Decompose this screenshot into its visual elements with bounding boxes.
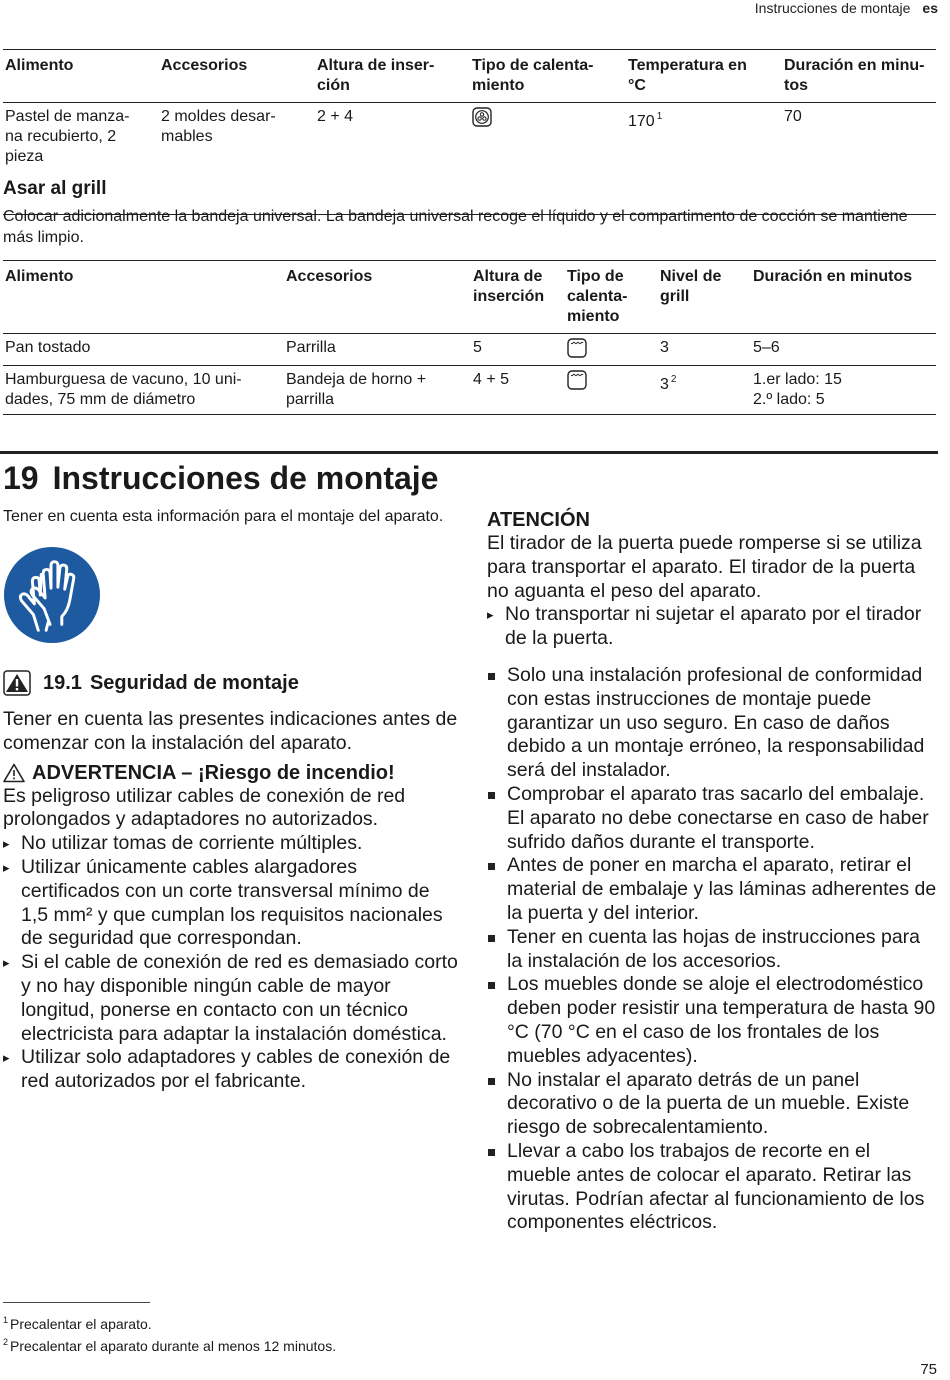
cell-accessories: Parrilla — [286, 339, 336, 356]
footnote: $^1$ Precalentar el aparato. — [3, 1315, 152, 1332]
header-title: Instrucciones de montaje — [754, 0, 911, 16]
cell-heating — [565, 334, 658, 366]
list-item: ▸ No utilizar tomas de corriente múltiples. — [3, 832, 458, 856]
table-row — [3, 103, 936, 215]
cell-duration: 70 — [784, 108, 802, 125]
footnote-ref: 1 — [656, 111, 663, 122]
cell-grill-level: 3 — [660, 339, 669, 356]
attention-list — [487, 603, 937, 651]
warning-list — [3, 832, 458, 1094]
baking-table — [3, 49, 936, 215]
page-number: 75 — [920, 1361, 937, 1378]
left-column — [3, 507, 458, 1094]
subsection-heading — [3, 670, 458, 696]
list-item: Comprobar el aparato tras sacarlo del embalaje. El aparato no debe conectarse en caso de haber sufrido daños durante el transporte. — [487, 783, 937, 854]
grill-heading: Asar al grill — [3, 178, 107, 199]
cell-accessories: Bandeja de horno + parrilla — [286, 371, 427, 408]
section-rule — [0, 451, 938, 454]
safety-bullets — [487, 664, 937, 1235]
col-header-heating: Tipo de calenta- miento — [567, 268, 628, 325]
col-header-heating: Tipo de calenta- miento — [472, 57, 594, 94]
list-item: ▸ Utilizar solo adaptadores y cables de conexión de red autorizados por el fabricante. — [3, 1046, 458, 1094]
col-header-food: Alimento — [5, 268, 74, 285]
list-item: Los muebles donde se aloje el electrodoméstico deben poder resistir una temperatura de hasta 90 °C (70 °C en el caso de los frontales de los muebles adyacentes). — [487, 973, 937, 1068]
subsection-intro: Tener en cuenta las presentes indicaciones antes de comenzar con la instalación del aparato. — [3, 708, 458, 754]
grill-table — [3, 260, 936, 415]
attention-text: El tirador de la puerta puede romperse si se utiliza para transportar el aparato. El tirador de la puerta no aguanta el peso del aparato. — [487, 532, 922, 602]
subsection-title: Seguridad de montaje — [89, 671, 299, 694]
attention-heading: ATENCIÓN — [487, 509, 590, 531]
cell-duration: 1.er lado: 15 2.º lado: 5 — [753, 371, 842, 408]
list-item: Antes de poner en marcha el aparato, retirar el material de embalaje y las láminas adherentes de la puerta y del interior. — [487, 854, 937, 925]
cell-food: Pastel de manza- na recubierto, 2 pieza — [5, 108, 130, 165]
list-item: ▸ Utilizar únicamente cables alargadores certificados con un corte transversal mínimo de 1,5 mm² y que cumplan los requisitos nacionales de seguridad que correspondan. — [3, 856, 458, 951]
list-item: ▸ No transportar ni sujetar el aparato por el tirador de la puerta. — [487, 603, 937, 651]
grill-icon — [567, 370, 587, 390]
table-header-row — [3, 261, 936, 334]
table-row — [3, 334, 936, 366]
warning-square-icon — [3, 670, 31, 696]
list-item: Tener en cuenta las hojas de instrucciones para la instalación de los accesorios. — [487, 926, 937, 974]
cell-duration: 5–6 — [753, 339, 780, 356]
grill-icon — [567, 338, 587, 358]
cell-heating — [470, 103, 626, 215]
col-header-duration: Duración en minu- tos — [784, 57, 925, 94]
list-item: Llevar a cabo los trabajos de recorte en el mueble antes de colocar el aparato. Retirar las virutas. Podrían afectar al funcionamiento de los componentes eléctricos. — [487, 1140, 937, 1235]
col-header-food: Alimento — [5, 57, 74, 74]
section-heading: Instrucciones de montaje — [52, 460, 439, 496]
list-item: Solo una instalación profesional de conformidad con estas instrucciones de montaje puede garantizar un uso seguro. En caso de daños debido a un montaje erróneo, la responsabilidad será del instalador. — [487, 664, 937, 783]
header-lang: es — [922, 0, 938, 16]
footnote-ref: 2 — [670, 374, 677, 385]
warning-text: Es peligroso utilizar cables de conexión de red prolongados y adaptadores no autorizados. — [3, 784, 406, 831]
section-title — [3, 460, 438, 497]
table-header-row — [3, 50, 936, 103]
col-header-duration: Duración en minutos — [753, 268, 913, 285]
cell-temperature: 170 $^1$ — [628, 111, 663, 130]
col-header-accessories: Accesorios — [161, 57, 248, 74]
warning-title: ADVERTENCIA – ¡Riesgo de incendio! — [32, 761, 395, 784]
cell-height: 2 + 4 — [317, 108, 354, 125]
right-column — [487, 507, 937, 1235]
col-header-height: Altura de inser- ción — [317, 57, 435, 94]
grill-description: Colocar adicionalmente la bandeja universal. La bandeja universal recoge el líquido y el compartimento de cocción se mantiene más limpio. — [3, 208, 908, 246]
col-header-grill-level: Nivel de grill — [660, 268, 722, 305]
list-item: ▸ Si el cable de conexión de red es demasiado corto y no hay disponible ningún cable de mayor longitud, ponerse en contacto con un técnico electricista para adaptar la instalación doméstica. — [3, 951, 458, 1046]
cell-accessories: 2 moldes desar- mables — [161, 108, 276, 145]
footnote-rule — [3, 1302, 150, 1303]
cell-food: Pan tostado — [5, 339, 91, 356]
cell-height: 5 — [473, 339, 482, 356]
running-header — [755, 0, 938, 16]
col-header-temperature: Temperatura en °C — [628, 57, 747, 94]
cell-food: Hamburguesa de vacuno, 10 uni- dades, 75 mm de diámetro — [5, 371, 242, 408]
list-item: No instalar el aparato detrás de un panel decorativo o de la puerta de un mueble. Existe riesgo de sobrecalentamiento. — [487, 1069, 937, 1140]
footnotes — [3, 1311, 336, 1355]
col-header-accessories: Accesorios — [286, 268, 373, 285]
cell-grill-level: 3 $^2$ — [660, 374, 677, 393]
subsection-number: 19.1 — [43, 671, 82, 694]
footnote: $^2$ Precalentar el aparato durante al menos 12 minutos. — [3, 1337, 337, 1354]
section-intro: Tener en cuenta esta información para el montaje del aparato. — [3, 508, 444, 525]
warning-heading — [3, 762, 458, 785]
section-number: 19 — [3, 460, 39, 496]
cell-heating — [565, 366, 658, 415]
table-row — [3, 366, 936, 415]
gloves-icon — [3, 543, 101, 647]
cell-height: 4 + 5 — [473, 371, 510, 388]
convection-fan-icon — [472, 107, 492, 127]
col-header-height: Altura de inserción — [473, 268, 545, 305]
warning-triangle-icon — [3, 763, 25, 783]
